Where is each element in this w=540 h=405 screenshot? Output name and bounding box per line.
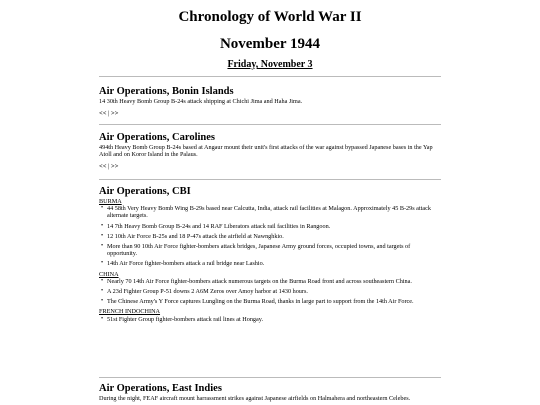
nav-separator: | [108, 163, 110, 171]
section-cbi [99, 186, 441, 326]
section-title: Air Operations, CBI [99, 186, 191, 197]
day-heading-link[interactable]: Friday, November 3 [227, 59, 313, 70]
entry-nav [99, 109, 441, 118]
page-title: Chronology of World War II [178, 9, 362, 25]
divider [99, 179, 441, 180]
prev-entry-link[interactable]: << [99, 110, 107, 118]
region-french-indochina: FRENCH INDOCHINA [99, 308, 161, 316]
next-entry-link[interactable]: >> [110, 110, 119, 118]
section-title: Air Operations, Bonin Islands [99, 86, 234, 97]
list-item: • 14th Air Force fighter-bombers attack a rail bridge near Lashio. [101, 260, 265, 268]
region-burma: BURMA [99, 198, 122, 205]
next-entry-link[interactable]: >> [110, 163, 119, 171]
list-item: • The Chinese Army's Y Force captures Lungling on the Burma Road, thanks in large part to support from the 14th Air Force. [101, 298, 414, 306]
month-heading: November 1944 [219, 36, 321, 52]
divider [99, 377, 441, 378]
bullet-icon: • [101, 222, 104, 229]
bullet-icon: • [101, 260, 104, 267]
section-text: During the night, FEAF aircraft mount harrassment strikes against Japanese airfields on Halmahera and northeastern Celebes. [99, 395, 411, 402]
china-list [99, 278, 441, 306]
bullet-icon: • [101, 315, 104, 322]
section-east-indies [99, 383, 441, 402]
prev-entry-link[interactable]: << [99, 163, 107, 171]
bullet-icon: • [101, 298, 104, 305]
bullet-icon: • [101, 243, 104, 250]
section-bonin-islands [99, 86, 441, 118]
section-carolines [99, 132, 441, 171]
burma-list [99, 205, 441, 267]
entry-nav [99, 162, 441, 171]
bullet-icon: • [101, 277, 104, 284]
section-title: Air Operations, East Indies [99, 383, 222, 394]
region-china: CHINA [99, 270, 119, 278]
section-text: 494th Heavy Bomb Group B-24s based at Angaur mount their unit's first attacks of the war against bypassed Japanese bases in the Yap Atoll and on Koror Island in the Palaus. [99, 144, 433, 159]
list-item: • More than 90 10th Air Force fighter-bombers attack bridges, Japanese Army ground forces, occupied towns, and targets of opportunity. [101, 243, 411, 258]
list-item: • 14 7th Heavy Bomb Group B-24s and 14 RAF Liberators attack rail facilities in Rangoon. [101, 222, 331, 230]
list-item: • 12 10th Air Force B-25s and 18 P-47s attack the airfield at Nawnghkio. [101, 232, 284, 240]
list-item: • A 23d Fighter Group P-51 downs 2 A6M Zeros over Amoy harbor at 1430 hours. [101, 288, 308, 296]
indochina-list [99, 316, 441, 323]
section-text: 14 30th Heavy Bomb Group B-24s attack shipping at Chichi Jima and Haha Jima. [99, 98, 303, 105]
divider [99, 124, 441, 125]
list-item: • 44 58th Very Heavy Bomb Wing B-29s based near Calcutta, India, attack rail facilities at Malagon. Approximately 45 B-29s attack alternate targets. [101, 205, 431, 220]
bullet-icon: • [101, 288, 104, 295]
bullet-icon: • [101, 205, 104, 212]
section-title: Air Operations, Carolines [99, 132, 215, 143]
list-item: • 51st Fighter Group fighter-bombers attack rail lines at Hongay. [101, 315, 264, 323]
nav-separator: | [108, 110, 110, 118]
bullet-icon: • [101, 232, 104, 239]
list-item: • Nearly 70 14th Air Force fighter-bombers attack numerous targets on the Burma Road front and across southeastern China. [101, 277, 412, 285]
divider [99, 76, 441, 77]
